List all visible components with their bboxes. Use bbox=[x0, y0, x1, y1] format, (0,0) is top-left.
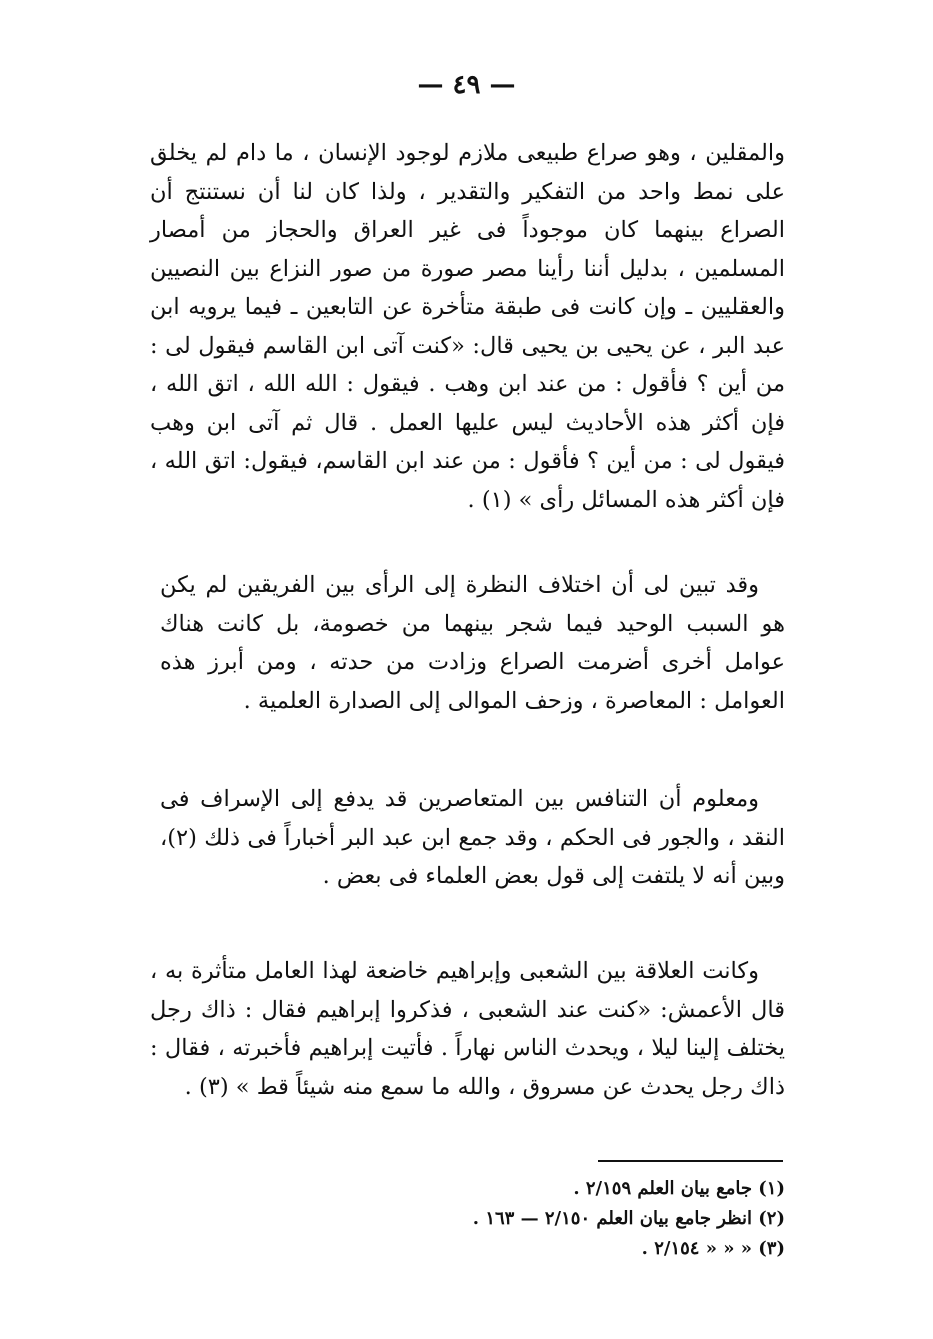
paragraph-3-block bbox=[160, 780, 785, 896]
paragraph-1: والمقلين ، وهو صراع طبيعى ملازم لوجود الإنسان ، ما دام لم يخلق على نمط واحد من التفكير والتقدير ، ولذا كان لنا أن نستنتج أن الصراع بينهما كان موجوداً فى غير العراق والحجاز من أمصار المسلمين ، بدليل أننا رأينا مصر صورة من صور النزاع بين النصيين والعقليين ـ وإن كانت فى طبقة متأخرة عن التابعين ـ فيما يرويه ابن عبد البر ، عن يحيى بن يحيى قال: «كنت آتى ابن القاسم فيقول لى : من أين ؟ فأقول : من عند ابن وهب . فيقول : الله الله ، اتق الله ، فإن أكثر هذه الأحاديث ليس عليها العمل . قال ثم آتى ابن وهب فيقول لى : من أين ؟ فأقول : من عند ابن القاسم، فيقول: اتق الله ، فإن أكثر هذه المسائل رأى » (١) . bbox=[150, 140, 785, 513]
paragraph-1-block bbox=[150, 134, 785, 519]
paragraph-3: ومعلوم أن التنافس بين المتعاصرين قد يدفع إلى الإسراف فى النقد ، والجور فى الحكم ، وقد جمع ابن عبد البر أخباراً فى ذلك (٢)، وبين أنه لا يلتفت إلى قول بعض العلماء فى بعض . bbox=[160, 786, 785, 889]
paragraph-2: وقد تبين لى أن اختلاف النظرة إلى الرأى بين الفريقين لم يكن هو السبب الوحيد فيما شجر بينهما من خصومة، بل كانت هناك عوامل أخرى أضرمت الصراع وزادت من حدته ، ومن أبرز هذه العوامل : المعاصرة ، وزحف الموالى إلى الصدارة العلمية . bbox=[160, 572, 785, 714]
footnote-1: (١) جامع بيان العلم ٢/١٥٩ . bbox=[573, 1178, 785, 1199]
paragraph-4-block bbox=[150, 952, 785, 1106]
paragraph-4: وكانت العلاقة بين الشعبى وإبراهيم خاضعة لهذا العامل متأثرة به ، قال الأعمش: «كنت عند الشعبى ، فذكروا إبراهيم فقال : ذاك رجل يختلف إلينا ليلا ، ويحدث الناس نهاراً . فأتيت إبراهيم فأخبرته ، فقال : ذاك رجل يحدث عن مسروق ، والله ما سمع منه شيئاً قط » (٣) . bbox=[150, 958, 785, 1100]
footnote-separator bbox=[598, 1160, 783, 1162]
footnotes bbox=[420, 1174, 785, 1264]
paragraph-2-block bbox=[160, 566, 785, 720]
footnote-2: (٢) انظر جامع بيان العلم ٢/١٥٠ — ١٦٣ . bbox=[472, 1208, 785, 1229]
page-number: — ٤٩ — bbox=[417, 70, 516, 100]
footnote-3: (٣) « « « ٢/١٥٤ . bbox=[641, 1238, 785, 1259]
